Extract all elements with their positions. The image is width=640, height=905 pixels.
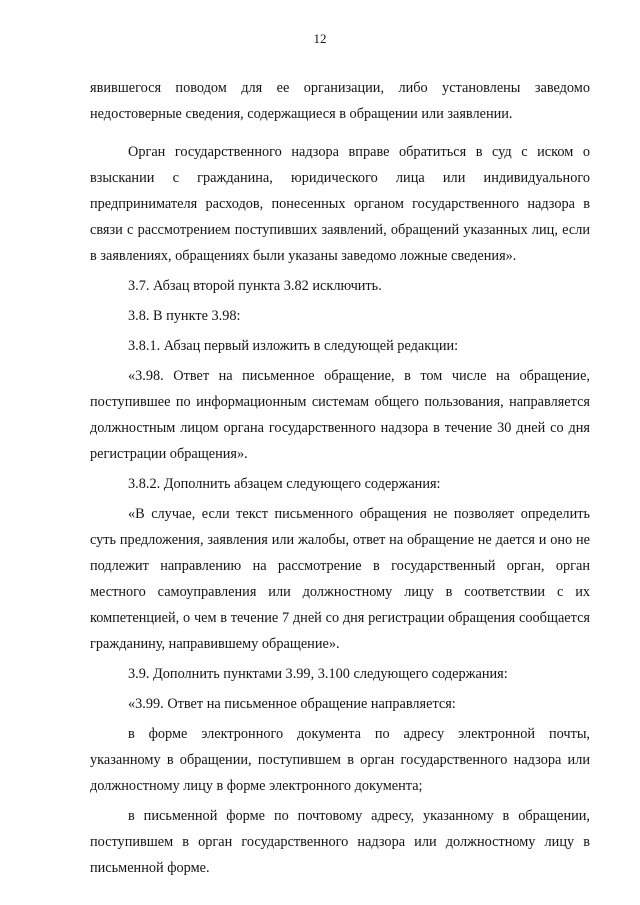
paragraph-item-3-9: 3.9. Дополнить пунктами 3.99, 3.100 следующего содержания:: [128, 666, 508, 682]
paragraph-quote-3-99: «3.99. Ответ на письменное обращение направляется:: [128, 696, 456, 712]
document-body: [90, 75, 590, 881]
paragraph-written-form: в письменной форме по почтовому адресу, указанному в обращении, поступившем в орган государственного надзора или должностному лицу в письменной форме.: [90, 808, 590, 876]
paragraph-quote-3-98: «3.98. Ответ на письменное обращение, в том числе на обращение, поступившее по информационным системам общего пользования, направляется должностным лицом органа государственного надзора в течение 30 дней со дня регистрации обращения».: [90, 368, 590, 462]
paragraph-item-3-8-2: 3.8.2. Дополнить абзацем следующего содержания:: [128, 476, 441, 492]
paragraph-item-3-8-1: 3.8.1. Абзац первый изложить в следующей редакции:: [128, 338, 459, 354]
paragraph-electronic-form: в форме электронного документа по адресу электронной почты, указанному в обращении, поступившем в орган государственного надзора или должностному лицу в форме электронного документа;: [90, 726, 590, 794]
paragraph-item-3-7: 3.7. Абзац второй пункта 3.82 исключить.: [128, 278, 382, 294]
page-number: 12: [313, 31, 327, 46]
paragraph-continuation: явившегося поводом для ее организации, либо установлены заведомо недостоверные сведения, содержащиеся в обращении или заявлении.: [90, 80, 590, 122]
paragraph-state-supervision-lawsuit: Орган государственного надзора вправе обратиться в суд с иском о взыскании с гражданина, юридического лица или индивидуального предпринимателя расходов, понесенных органом государственного надзора в связи с рассмотрением поступивших заявлений, обращений указанных лиц, если в заявлениях, обращениях были указаны заведомо ложные сведения».: [90, 144, 590, 264]
paragraph-item-3-8: 3.8. В пункте 3.98:: [128, 308, 241, 324]
paragraph-quote-unreadable-appeal: «В случае, если текст письменного обращения не позволяет определить суть предложения, заявления или жалобы, ответ на обращение не дается и оно не подлежит направлению на рассмотрение в государственный орган, орган местного самоуправления или должностному лицу в соответствии с их компетенцией, о чем в течение 7 дней со дня регистрации обращения сообщается гражданину, направившему обращение».: [90, 506, 590, 652]
